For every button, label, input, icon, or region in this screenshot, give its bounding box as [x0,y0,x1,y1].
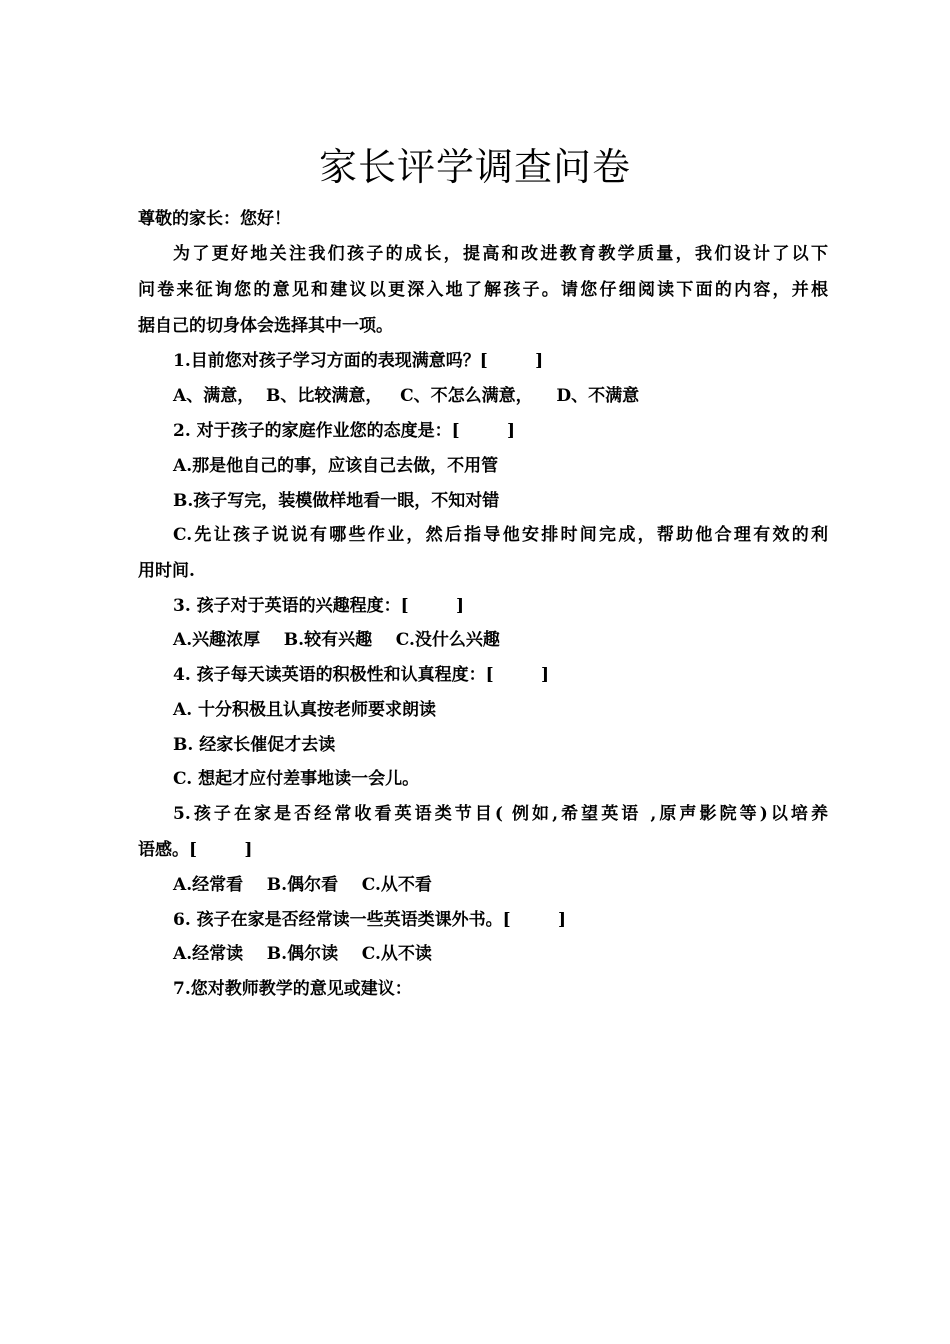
intro-line-3: 据自己的切身体会选择其中一项。 [138,316,393,336]
question-5-options: A.经常看 B.偶尔看 C.从不看 [173,875,432,895]
question-1: 1.目前您对孩子学习方面的表现满意吗？[ ] [173,351,544,371]
page-title: 家长评学调查问卷 [318,145,631,189]
intro-line-1: 为了更好地关注我们孩子的成长，提高和改进教育教学质量，我们设计了以下 [173,244,828,264]
question-4-option-c: C. 想起才应付差事地读一会儿。 [173,769,420,789]
question-2-option-c-continued: 用时间. [138,561,195,581]
intro-line-2: 问卷来征询您的意见和建议以更深入地了解孩子。请您仔细阅读下面的内容，并根 [138,280,828,300]
question-6-options: A.经常读 B.偶尔读 C.从不读 [173,944,432,964]
question-2-option-b: B.孩子写完，装模做样地看一眼，不知对错 [173,491,500,511]
question-4-option-a: A. 十分积极且认真按老师要求朗读 [173,700,437,720]
question-3-options: A.兴趣浓厚 B.较有兴趣 C.没什么兴趣 [173,630,500,650]
question-7: 7.您对教师教学的意见或建议： [173,979,412,999]
question-3: 3. 孩子对于英语的兴趣程度：[ ] [173,596,465,616]
question-2-option-a: A.那是他自己的事，应该自己去做，不用管 [173,456,499,476]
question-5-continued: 语感。[ ] [138,840,253,860]
question-1-options: A、满意， B、比较满意， C、不怎么满意， D、不满意 [173,386,640,406]
question-2: 2. 对于孩子的家庭作业您的态度是：[ ] [173,421,516,441]
question-4-option-b: B. 经家长催促才去读 [173,735,336,755]
question-4: 4. 孩子每天读英语的积极性和认真程度：[ ] [173,665,550,685]
question-6: 6. 孩子在家是否经常读一些英语类课外书。[ ] [173,910,567,930]
question-5: 5.孩子在家是否经常收看英语类节目( 例如,希望英语 ,原声影院等)以培养 [173,804,828,824]
question-2-option-c: C.先让孩子说说有哪些作业，然后指导他安排时间完成，帮助他合理有效的利 [173,525,828,545]
greeting: 尊敬的家长：您好！ [138,209,291,229]
